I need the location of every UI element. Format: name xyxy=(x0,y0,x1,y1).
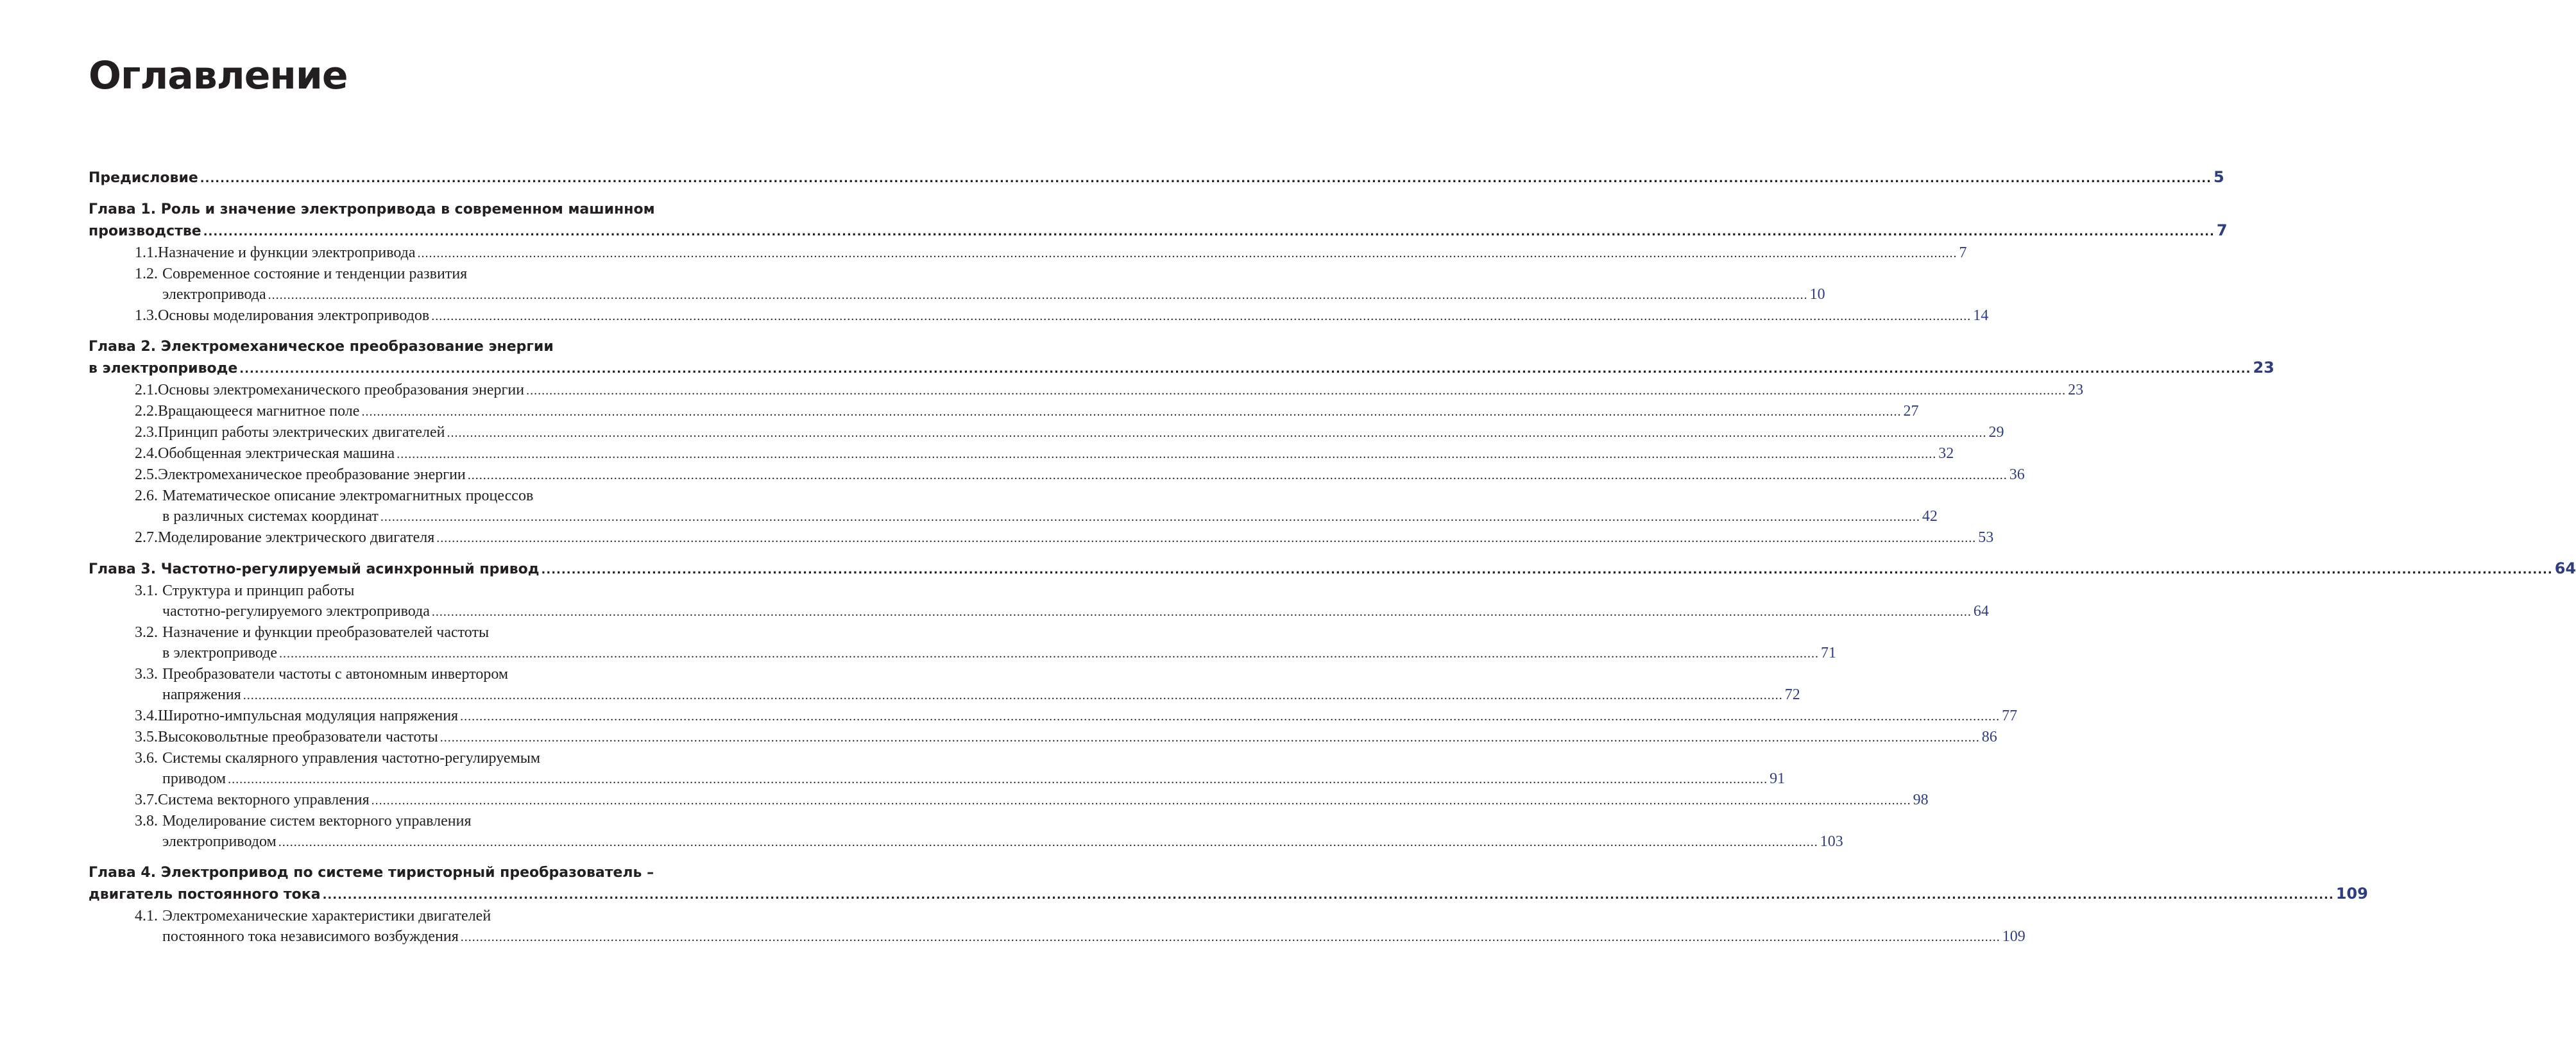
toc-dot-leader: ................................................................................................................................................................................................................................................................................................................................................................................................................ xyxy=(397,447,1937,461)
toc-dot-leader: ................................................................................................................................................................................................................................................................................................................................................................................................................ xyxy=(436,531,1977,545)
toc-dot-leader: ................................................................................................................................................................................................................................................................................................................................................................................................................ xyxy=(431,309,1972,323)
toc-page-number: 7 xyxy=(2216,221,2228,239)
toc-page-number: 109 xyxy=(2002,928,2026,945)
toc-chapter-title: производстве xyxy=(89,223,201,239)
toc-dot-leader: ................................................................................................................................................................................................................................................................................................................................................................................................................ xyxy=(278,835,1818,849)
toc-section-title: приводом xyxy=(162,770,226,787)
toc-section-line xyxy=(135,926,2026,947)
toc-section-title: постоянного тока независимого возбуждения xyxy=(162,928,459,945)
toc-dot-leader: ................................................................................................................................................................................................................................................................................................................................................................................................................ xyxy=(361,405,1902,419)
toc-section xyxy=(89,727,1997,748)
toc-page-number: 7 xyxy=(1959,244,1967,261)
toc-section-line xyxy=(135,643,1836,664)
toc-section-title: Назначение и функции преобразователей частоты xyxy=(162,624,490,641)
toc-chapter-line xyxy=(89,883,2368,906)
toc-section-title: Математическое описание электромагнитных процессов xyxy=(162,488,534,504)
toc-section-title: Вращающееся магнитное поле xyxy=(158,403,360,420)
toc-section-line xyxy=(135,464,2025,486)
toc-dot-leader: ................................................................................................................................................................................................................................................................................................................................................................................................................ xyxy=(200,172,2212,185)
toc-section-line xyxy=(135,486,667,506)
toc-section-line xyxy=(135,601,1989,622)
toc-section-title: напряжения xyxy=(162,686,241,703)
toc-section-title: Структура и принцип работы xyxy=(162,582,355,599)
toc-section xyxy=(89,622,1836,664)
toc-chapter-line xyxy=(89,199,667,220)
toc-section-title: электроприводом xyxy=(162,833,277,850)
toc-section xyxy=(89,748,1786,790)
toc-page-number: 86 xyxy=(1981,729,1997,745)
toc-section xyxy=(89,242,1967,264)
toc-section-number: 1.1. xyxy=(135,244,158,261)
toc-section-number: 2.3. xyxy=(135,424,158,441)
toc-dot-leader: ................................................................................................................................................................................................................................................................................................................................................................................................................ xyxy=(322,888,2334,902)
toc-section-line xyxy=(135,284,1825,305)
toc-section-number: 3.3. xyxy=(135,666,158,683)
toc-chapter xyxy=(89,167,2224,189)
table-of-contents xyxy=(89,167,2576,947)
toc-section-number: 2.6. xyxy=(135,488,158,504)
toc-dot-leader: ................................................................................................................................................................................................................................................................................................................................................................................................................ xyxy=(460,930,2000,944)
toc-section-number: 1.3. xyxy=(135,307,158,324)
toc-section-number: 3.1. xyxy=(135,582,158,599)
toc-section-number: 3.7. xyxy=(135,792,158,808)
toc-section-number: 2.1. xyxy=(135,382,158,398)
toc-section xyxy=(89,486,1938,527)
toc-dot-leader: ................................................................................................................................................................................................................................................................................................................................................................................................................ xyxy=(541,563,2553,577)
toc-section-number: 3.2. xyxy=(135,624,158,641)
toc-section-title: Высоковольтные преобразователи частоты xyxy=(158,729,438,745)
toc-page-number: 32 xyxy=(1938,445,1954,462)
toc-page-number: 36 xyxy=(2009,466,2025,483)
toc-chapter xyxy=(89,558,2576,581)
toc-section xyxy=(89,264,1825,305)
toc-section-line xyxy=(135,581,667,601)
toc-section xyxy=(89,527,1994,548)
toc-section-line xyxy=(135,242,1967,264)
toc-section-title: Системы скалярного управления частотно-регулируемым xyxy=(162,750,541,767)
page-title: Оглавление xyxy=(89,53,348,98)
toc-page-number: 71 xyxy=(1820,645,1836,661)
toc-section xyxy=(89,811,1843,853)
toc-chapter xyxy=(89,199,2228,242)
toc-dot-leader: ................................................................................................................................................................................................................................................................................................................................................................................................................ xyxy=(371,794,1911,808)
toc-section-title: Преобразователи частоты с автономным инвертором xyxy=(162,666,509,683)
toc-section-line xyxy=(135,506,1938,527)
toc-section-title: Основы моделирования электроприводов xyxy=(158,307,430,324)
toc-dot-leader: ................................................................................................................................................................................................................................................................................................................................................................................................................ xyxy=(228,772,1768,786)
toc-section-title: Электромеханическое преобразование энергии xyxy=(158,466,466,483)
toc-section-line xyxy=(135,664,667,684)
toc-page-number: 27 xyxy=(1903,403,1919,420)
toc-chapter-title: в электроприводе xyxy=(89,361,238,377)
toc-chapter xyxy=(89,862,2368,906)
toc-section-line xyxy=(135,748,667,768)
toc-chapter-line xyxy=(89,862,667,883)
toc-page-number: 64 xyxy=(2554,559,2576,577)
toc-section-title: Современное состояние и тенденции развития xyxy=(162,266,468,282)
toc-section xyxy=(89,422,2004,443)
toc-section xyxy=(89,581,1989,622)
toc-section xyxy=(89,706,2018,727)
toc-section-number: 3.8. xyxy=(135,813,158,829)
toc-section-title: Электромеханические характеристики двигателей xyxy=(162,908,491,924)
toc-chapter-title: Предисловие xyxy=(89,170,198,186)
toc-dot-leader: ................................................................................................................................................................................................................................................................................................................................................................................................................ xyxy=(278,647,1819,661)
toc-dot-leader: ................................................................................................................................................................................................................................................................................................................................................................................................................ xyxy=(243,688,1783,702)
toc-page-number: 103 xyxy=(1820,833,1843,850)
toc-section-line xyxy=(135,727,1997,748)
toc-section-line xyxy=(135,768,1786,790)
toc-section xyxy=(89,790,1929,811)
toc-section-line xyxy=(135,706,2018,727)
toc-chapter-title: Глава 2. Электромеханическое преобразование энергии xyxy=(89,339,554,355)
toc-section xyxy=(89,380,2084,401)
toc-section-title: частотно-регулируемого электропривода xyxy=(162,603,430,620)
toc-section-title: Широтно-импульсная модуляция напряжения xyxy=(158,708,459,724)
toc-page-number: 10 xyxy=(1809,286,1825,303)
toc-section-title: Моделирование электрического двигателя xyxy=(158,529,435,546)
toc-section xyxy=(89,906,2026,947)
toc-page-number: 23 xyxy=(2253,359,2274,377)
toc-section-line xyxy=(135,380,2084,401)
toc-section-title: в различных системах координат xyxy=(162,508,379,525)
toc-page-number: 23 xyxy=(2068,382,2084,398)
toc-chapter-line xyxy=(89,167,2224,189)
toc-section-number: 3.4. xyxy=(135,708,158,724)
toc-section xyxy=(89,305,1989,327)
toc-page-number: 53 xyxy=(1978,529,1994,546)
toc-dot-leader: ................................................................................................................................................................................................................................................................................................................................................................................................................ xyxy=(431,605,1972,619)
toc-page-number: 98 xyxy=(1913,792,1929,808)
toc-chapter xyxy=(89,336,2274,380)
toc-section xyxy=(89,443,1954,464)
toc-section-number: 1.2. xyxy=(135,266,158,282)
toc-section-number: 2.4. xyxy=(135,445,158,462)
toc-section xyxy=(89,401,1919,422)
toc-section-line xyxy=(135,422,2004,443)
toc-section-number: 2.7. xyxy=(135,529,158,546)
toc-dot-leader: ................................................................................................................................................................................................................................................................................................................................................................................................................ xyxy=(439,731,1980,745)
toc-section-title: Основы электромеханического преобразования энергии xyxy=(158,382,525,398)
toc-dot-leader: ................................................................................................................................................................................................................................................................................................................................................................................................................ xyxy=(203,225,2215,239)
toc-page-number: 109 xyxy=(2335,885,2368,903)
toc-chapter-line xyxy=(89,558,2576,581)
toc-section-title: Обобщенная электрическая машина xyxy=(158,445,395,462)
toc-dot-leader: ................................................................................................................................................................................................................................................................................................................................................................................................................ xyxy=(268,288,1808,302)
toc-page-number: 5 xyxy=(2213,168,2224,186)
toc-page-number: 29 xyxy=(1988,424,2004,441)
toc-section-line xyxy=(135,622,667,643)
toc-section-line xyxy=(135,790,1929,811)
toc-dot-leader: ................................................................................................................................................................................................................................................................................................................................................................................................................ xyxy=(526,384,2067,398)
toc-section-number: 4.1. xyxy=(135,908,158,924)
toc-chapter-line xyxy=(89,336,667,357)
toc-section-title: Назначение и функции электропривода xyxy=(158,244,416,261)
toc-section-line xyxy=(135,811,667,831)
toc-page-number: 42 xyxy=(1922,508,1938,525)
toc-page-number: 64 xyxy=(1973,603,1989,620)
toc-section xyxy=(89,464,2025,486)
toc-section-number: 3.6. xyxy=(135,750,158,767)
toc-dot-leader: ................................................................................................................................................................................................................................................................................................................................................................................................................ xyxy=(447,426,1987,440)
toc-section-title: Моделирование систем векторного управления xyxy=(162,813,472,829)
toc-section xyxy=(89,664,1800,706)
toc-chapter-title: Глава 3. Частотно-регулируемый асинхронный привод xyxy=(89,561,540,577)
toc-section-number: 2.2. xyxy=(135,403,158,420)
toc-section-title: Принцип работы электрических двигателей xyxy=(158,424,445,441)
toc-chapter-line xyxy=(89,357,2274,380)
toc-section-number: 2.5. xyxy=(135,466,158,483)
toc-dot-leader: ................................................................................................................................................................................................................................................................................................................................................................................................................ xyxy=(467,468,2008,482)
toc-dot-leader: ................................................................................................................................................................................................................................................................................................................................................................................................................ xyxy=(417,246,1958,260)
toc-section-line xyxy=(135,305,1989,327)
toc-section-line xyxy=(135,401,1919,422)
toc-dot-leader: ................................................................................................................................................................................................................................................................................................................................................................................................................ xyxy=(239,362,2251,376)
toc-chapter-title: двигатель постоянного тока xyxy=(89,887,321,903)
toc-page-number: 14 xyxy=(1973,307,1989,324)
toc-section-line xyxy=(135,443,1954,464)
toc-section-line xyxy=(135,527,1994,548)
toc-page-number: 72 xyxy=(1784,686,1800,703)
toc-chapter-title: Глава 1. Роль и значение электропривода в современном машинном xyxy=(89,201,655,217)
toc-section-title: Система векторного управления xyxy=(158,792,370,808)
toc-section-title: электропривода xyxy=(162,286,266,303)
toc-chapter-title: Глава 4. Электропривод по системе тиристорный преобразователь – xyxy=(89,865,654,881)
toc-section-line xyxy=(135,264,667,284)
toc-section-number: 3.5. xyxy=(135,729,158,745)
toc-chapter-line xyxy=(89,220,2228,242)
toc-section-title: в электроприводе xyxy=(162,645,277,661)
toc-section-line xyxy=(135,684,1800,706)
toc-page-number: 77 xyxy=(2002,708,2018,724)
toc-section-line xyxy=(135,831,1843,853)
toc-section-line xyxy=(135,906,667,926)
toc-dot-leader: ................................................................................................................................................................................................................................................................................................................................................................................................................ xyxy=(460,709,2000,724)
toc-page-number: 91 xyxy=(1770,770,1786,787)
toc-dot-leader: ................................................................................................................................................................................................................................................................................................................................................................................................................ xyxy=(380,510,1920,524)
